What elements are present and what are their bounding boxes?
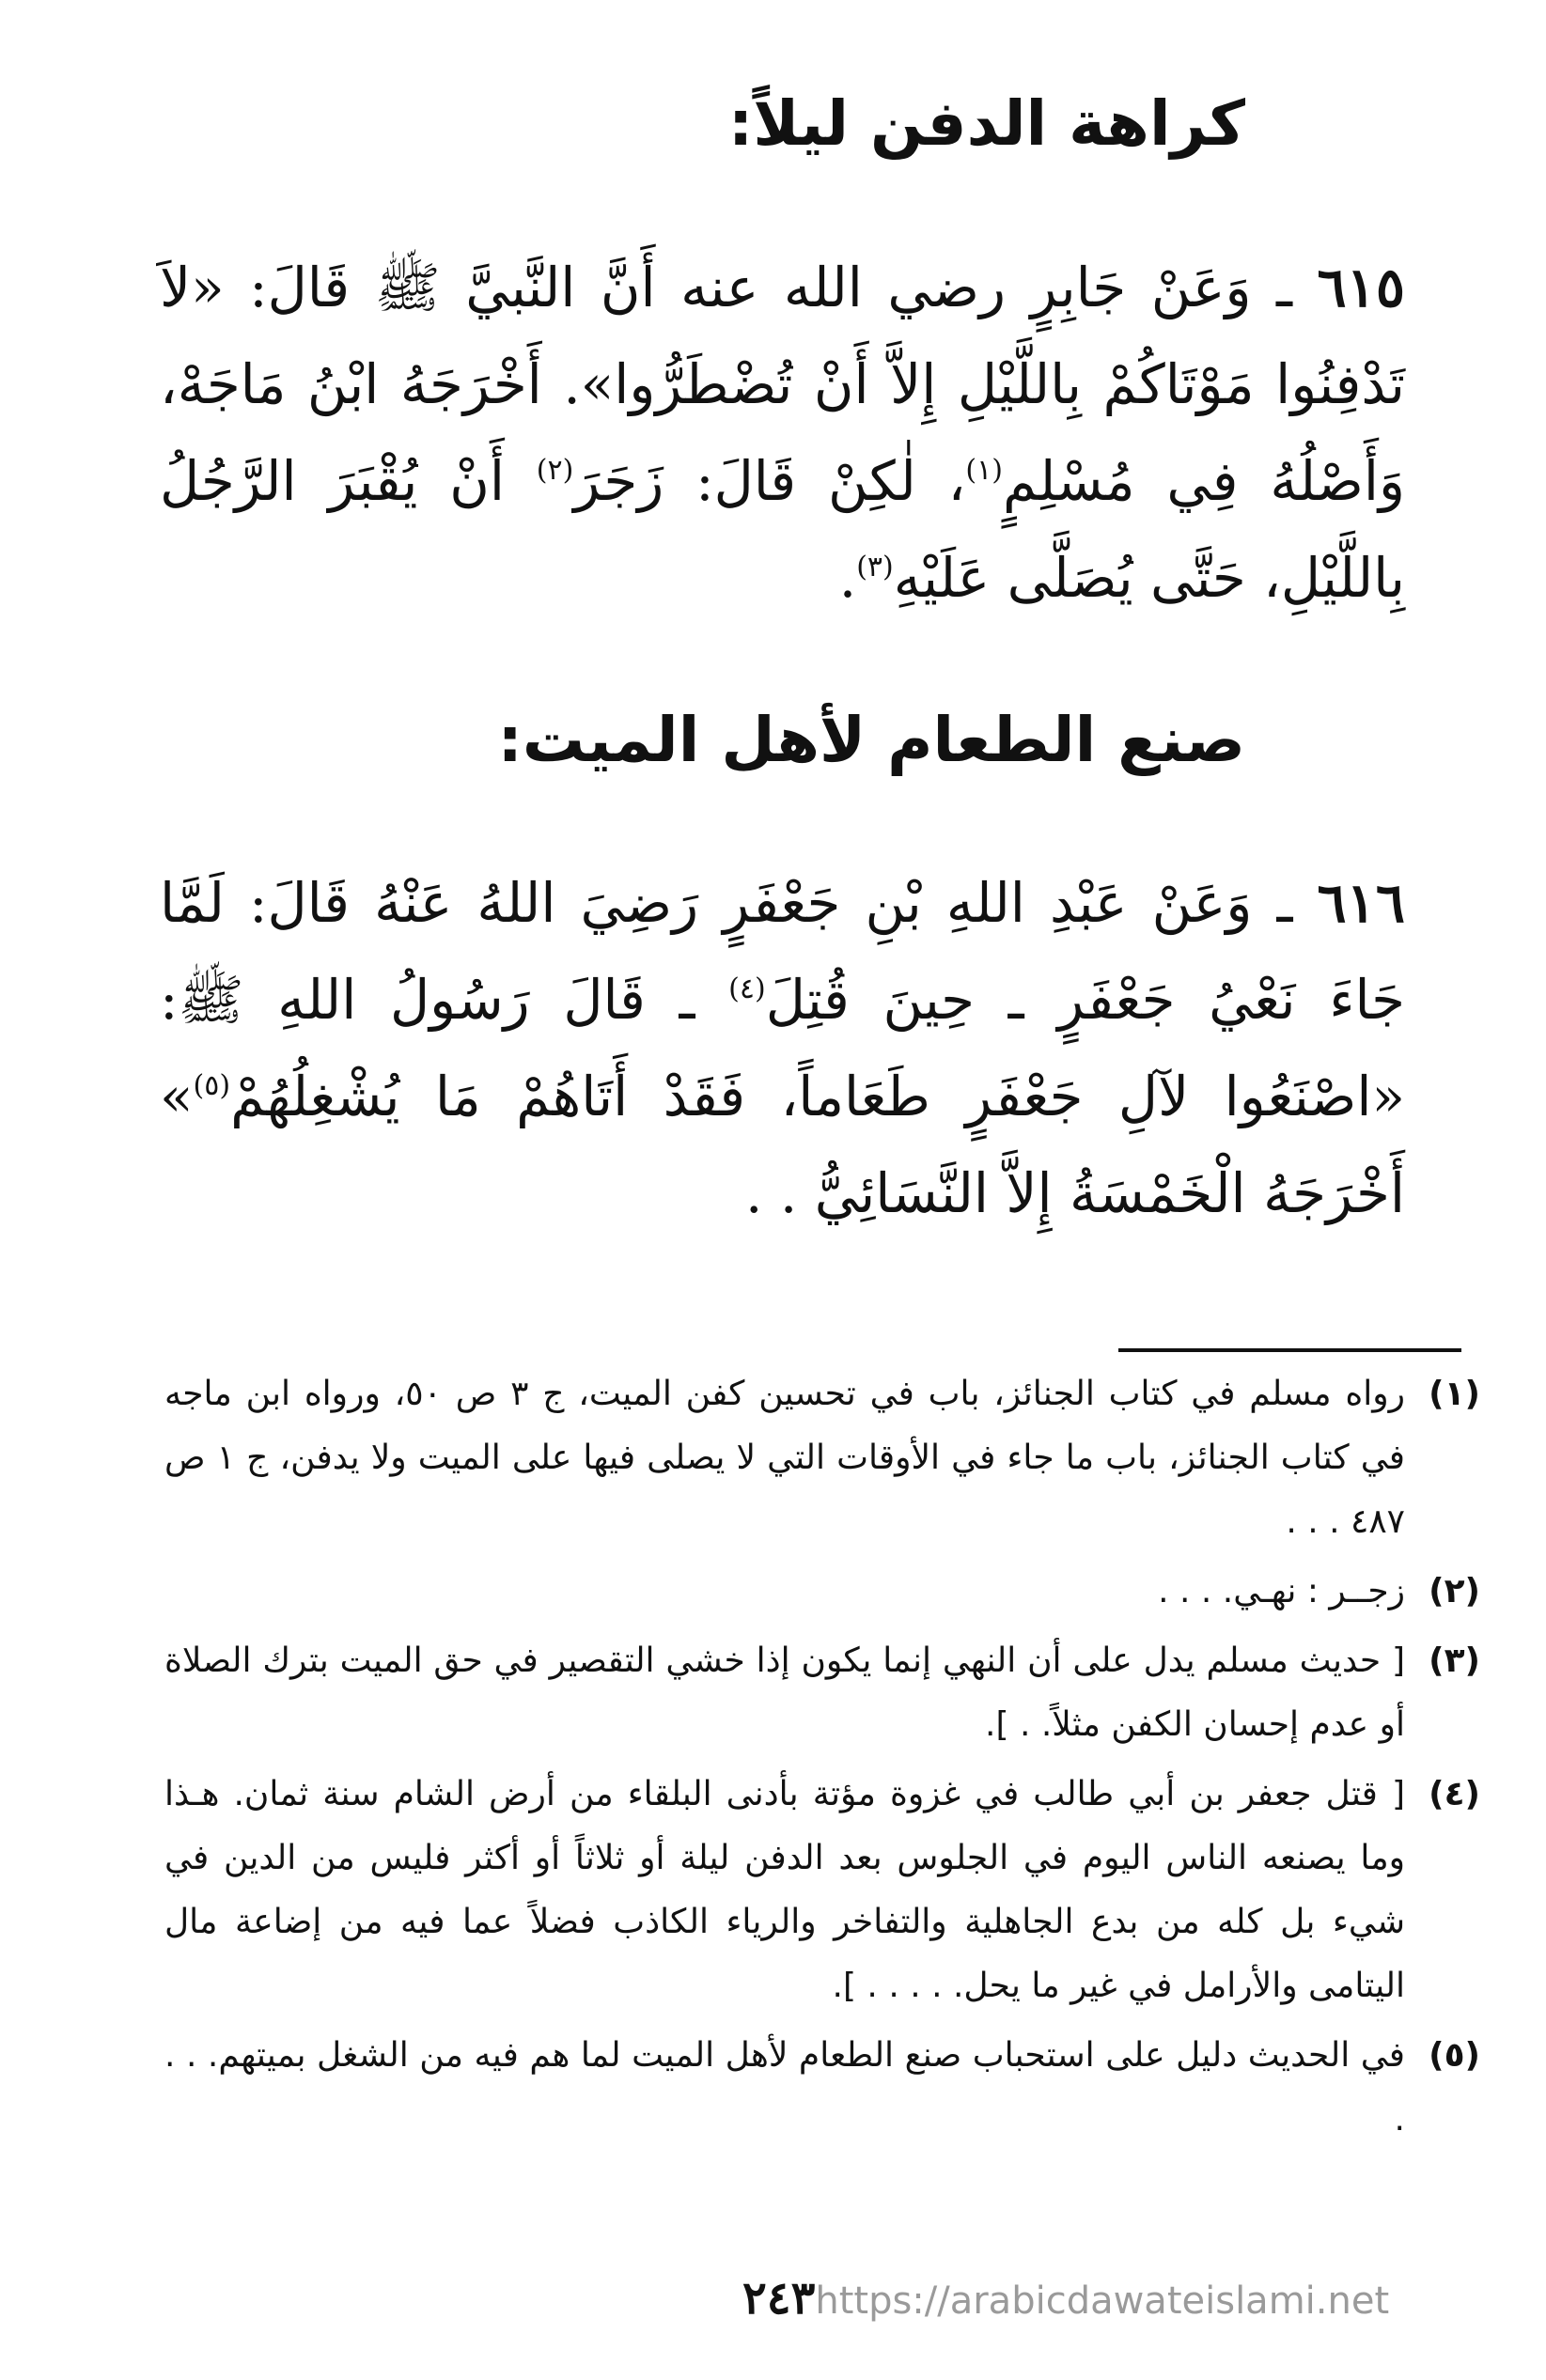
hadith-text: أَنْ يُقْبَرَ الرَّجُلُ بِاللَّيْلِ، حَتَّى يُصَلَّى عَلَيْهِ [160, 449, 1405, 610]
footnote-text: رواه مسلم في كتاب الجنائز، باب في تحسين كفن الميت، ج ٣ ص ٥٠، ورواه ابن ماجه في كتاب الجنائز، باب ما جاء في الأوقات التي لا يصلى فيها على الميت ولا يدفن، ج ١ ص ٤٨٧ . . . [164, 1375, 1406, 1541]
footnote-item [164, 1763, 1480, 2018]
page-footer [742, 2272, 1400, 2325]
footnote-text: زجــر : نهـي. . . . [1158, 1572, 1405, 1610]
footnote-ref[interactable]: (٥) [193, 1069, 231, 1102]
footnote-text: في الحديث دليل على استحباب صنع الطعام لأهل الميت لما هم فيه من الشغل بميتهم. . . . [164, 2036, 1405, 2139]
section-heading-food-for-bereaved: صنع الطعام لأهل الميت: [497, 704, 1245, 776]
footnote-number: (٤) [1429, 1775, 1480, 1813]
footnote-number: (٣) [1429, 1641, 1480, 1680]
hadith-number: ٦١٥ [1317, 256, 1405, 319]
hadith-text: وَعَنْ عَبْدِ اللهِ بْنِ جَعْفَرٍ رَضِيَ اللهُ عَنْهُ قَالَ: لَمَّا جَاءَ نَعْيُ جَعْفَرٍ ـ حِينَ قُتِلَ [160, 871, 1405, 1032]
footnote-number: (١) [1429, 1375, 1480, 1413]
footnote-item [164, 2024, 1480, 2152]
hadith-615 [160, 240, 1405, 627]
footnotes [164, 1362, 1480, 2157]
footnote-ref[interactable]: (١) [965, 454, 1003, 487]
footnote-ref[interactable]: (٣) [856, 551, 894, 583]
footnote-number: (٢) [1429, 1572, 1480, 1610]
footnote-text: [ قتل جعفر بن أبي طالب في غزوة مؤتة بأدنى البلقاء من أرض الشام سنة ثمان. هـذا وما يصنعه الناس اليوم في الجلوس بعد الدفن ليلة أو ثلاثاً أو أكثر فليس من الدين في شيء بل كله من بدع الجاهلية والتفاخر والرياء الكاذب فضلاً عما فيه من إضاعة مال اليتامى والأرامل في غير ما يحل. . . . . ]. [164, 1775, 1405, 2005]
hadith-number: ٦١٦ [1317, 871, 1405, 935]
hadith-text: . [838, 546, 857, 610]
footnote-item [164, 1362, 1480, 1554]
hadith-616 [160, 855, 1405, 1242]
hadith-text: ـ قَالَ رَسُولُ اللهِ ﷺ: «اصْنَعُوا لآلِ جَعْفَرٍ طَعَاماً، فَقَدْ أَتَاهُمْ مَا يُشْغِلُهُمْ [160, 968, 1405, 1128]
hadith-text: وَعَنْ جَابِرٍ رضي الله عنه أَنَّ النَّبيَّ ﷺ قَالَ: «لاَ تَدْفِنُوا مَوْتَاكُمْ بِاللَّيْلِ إِلاَّ أَنْ تُضْطَرُّوا». أَخْرَجَهُ ابْنُ مَاجَهْ، وَأَصْلُهُ فِي مُسْلِمٍ [160, 256, 1405, 513]
watermark-url[interactable]: https://arabicdawateislami.net [815, 2279, 1390, 2323]
footnote-text: [ حديث مسلم يدل على أن النهي إنما يكون إذا خشي التقصير في حق الميت بترك الصلاة أو عدم إحسان الكفن مثلاً. . ]. [164, 1641, 1405, 1744]
footnote-item [164, 1629, 1480, 1757]
section-heading-night-burial: كراهة الدفن ليلاً: [727, 87, 1245, 160]
hadith-text: » أَخْرَجَهُ الْخَمْسَةُ إِلاَّ النَّسَائِيُّ . . [160, 1065, 1405, 1225]
footnote-divider [1118, 1348, 1461, 1352]
hadith-dash: ـ [1276, 256, 1293, 319]
page-number: ٢٤٣ [742, 2272, 816, 2325]
footnote-ref[interactable]: (٢) [536, 454, 574, 487]
footnote-ref[interactable]: (٤) [728, 972, 766, 1005]
hadith-text: ، لٰكِنْ قَالَ: زَجَرَ [573, 449, 966, 513]
footnote-item [164, 1560, 1480, 1624]
hadith-dash: ـ [1276, 871, 1293, 935]
footnote-number: (٥) [1429, 2036, 1480, 2075]
